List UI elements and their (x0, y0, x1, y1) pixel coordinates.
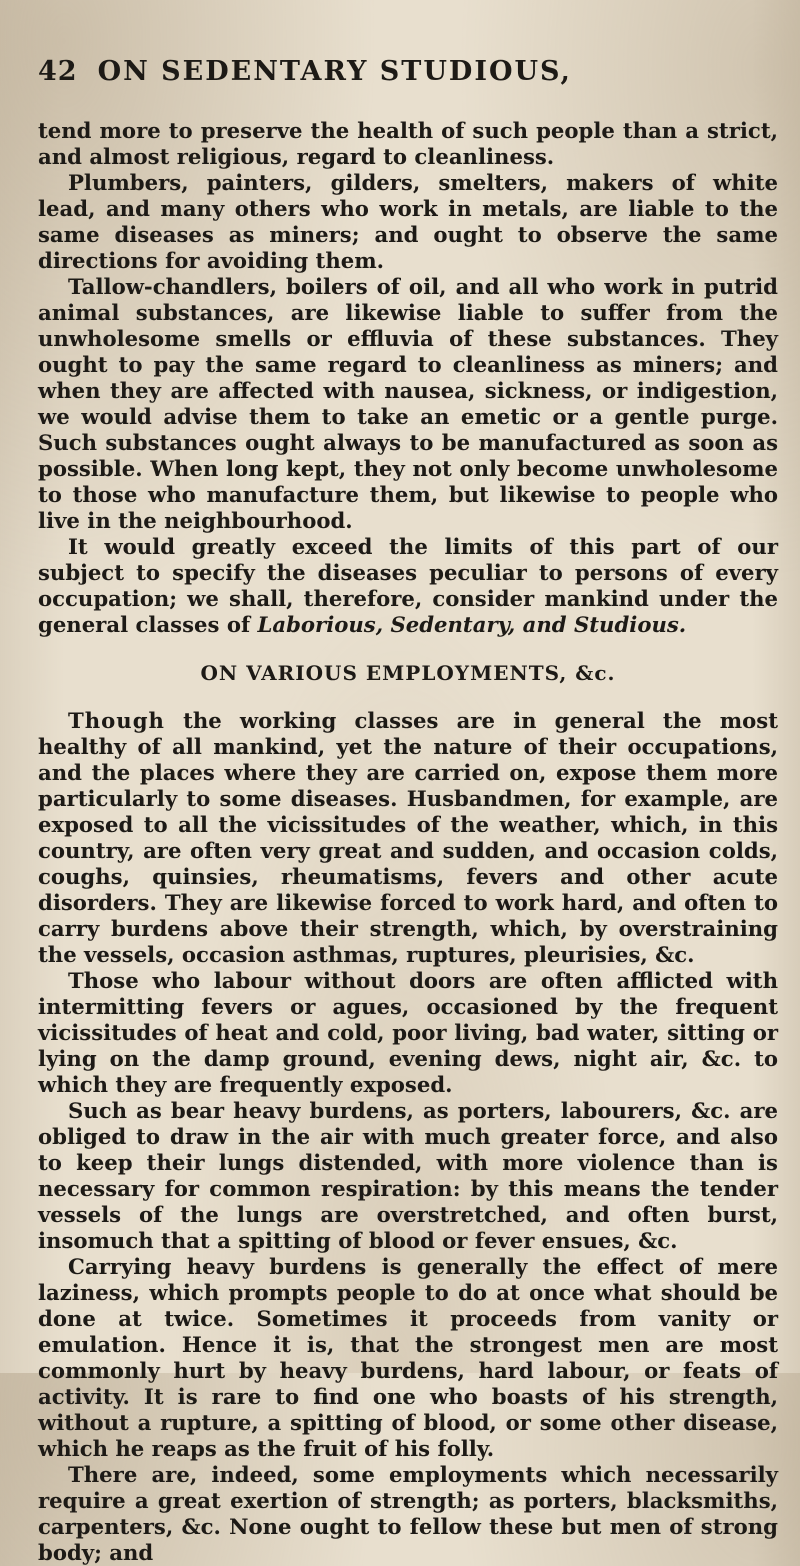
paragraph-text: It would greatly exceed the limits of this part of our subject to specify the diseases peculiar to persons of every occupation; we shall, therefore, consider mankind under the general classes of (38, 534, 778, 637)
paragraph (38, 708, 778, 968)
paragraph: Tallow-chandlers, boilers of oil, and all who work in putrid animal substances, are likewise liable to suffer from the unwholesome smells or effluvia of these substances. They ought to pay the same regard to cleanliness as miners; and when they are affected with nausea, sickness, or indigestion, we would advise them to take an emetic or a gentle purge. Such substances ought always to be manufactured as soon as possible. When long kept, they not only become unwholesome to those who manufacture them, but likewise to people who live in the neighbourhood. (38, 274, 778, 533)
paragraph: Those who labour without doors are often afflicted with intermitting fevers or agues, occasioned by the frequent vicissitudes of heat and cold, poor living, bad water, sitting or lying on the damp ground, evening dews, night air, &c. to which they are frequently exposed. (38, 968, 778, 1097)
paragraph: Such as bear heavy burdens, as porters, labourers, &c. are obliged to draw in the air with much greater force, and also to keep their lungs distended, with more violence than is necessary for common respiration: by this means the tender vessels of the lungs are overstretched, and often burst, insomuch that a spitting of blood or fever ensues, &c. (38, 1098, 778, 1253)
paragraph-text: the working classes are in general the most healthy of all mankind, yet the nature of their occupations, and the places where they are carried on, expose them more particularly to some diseases. Husbandmen, for example, are exposed to all the vicissitudes of the weather, which, in this country, are often very great and sudden, and occasion colds, coughs, quinsies, rheumatisms, fevers and other acute disorders. They are likewise forced to work hard, and often to carry burdens above their strength, which, by overstraining the vessels, occasion asthmas, ruptures, pleurisies, &c. (38, 708, 778, 967)
section-first-word: Though (68, 708, 165, 733)
section-heading: ON VARIOUS EMPLOYMENTS, &c. (200, 661, 616, 685)
running-title: ON SEDENTARY STUDIOUS, (97, 56, 572, 87)
paragraph (38, 534, 778, 638)
italic-phrase: Laborious, Sedentary, and Studious. (257, 612, 687, 637)
paragraph: Plumbers, painters, gilders, smelters, makers of white lead, and many others who work in metals, are liable to the same diseases as miners; and ought to observe the same directions for avoiding them. (38, 170, 778, 273)
body-text (38, 118, 778, 1566)
paragraph: tend more to preserve the health of such people than a strict, and almost religious, regard to cleanliness. (38, 118, 778, 169)
paragraph: Carrying heavy burdens is generally the effect of mere laziness, which prompts people to do at once what should be done at twice. Sometimes it proceeds from vanity or emulation. Hence it is, that the strongest men are most commonly hurt by heavy burdens, hard labour, or feats of activity. It is rare to find one who boasts of his strength, without a rupture, a spitting of blood, or some other disease, which he reaps as the fruit of his folly. (38, 1254, 778, 1461)
page-number: 42 (38, 56, 78, 87)
page-header (38, 56, 778, 87)
paragraph: There are, indeed, some employments which necessarily require a great exertion of strength; as porters, blacksmiths, carpenters, &c. None ought to fellow these but men of strong body; and (38, 1462, 778, 1565)
